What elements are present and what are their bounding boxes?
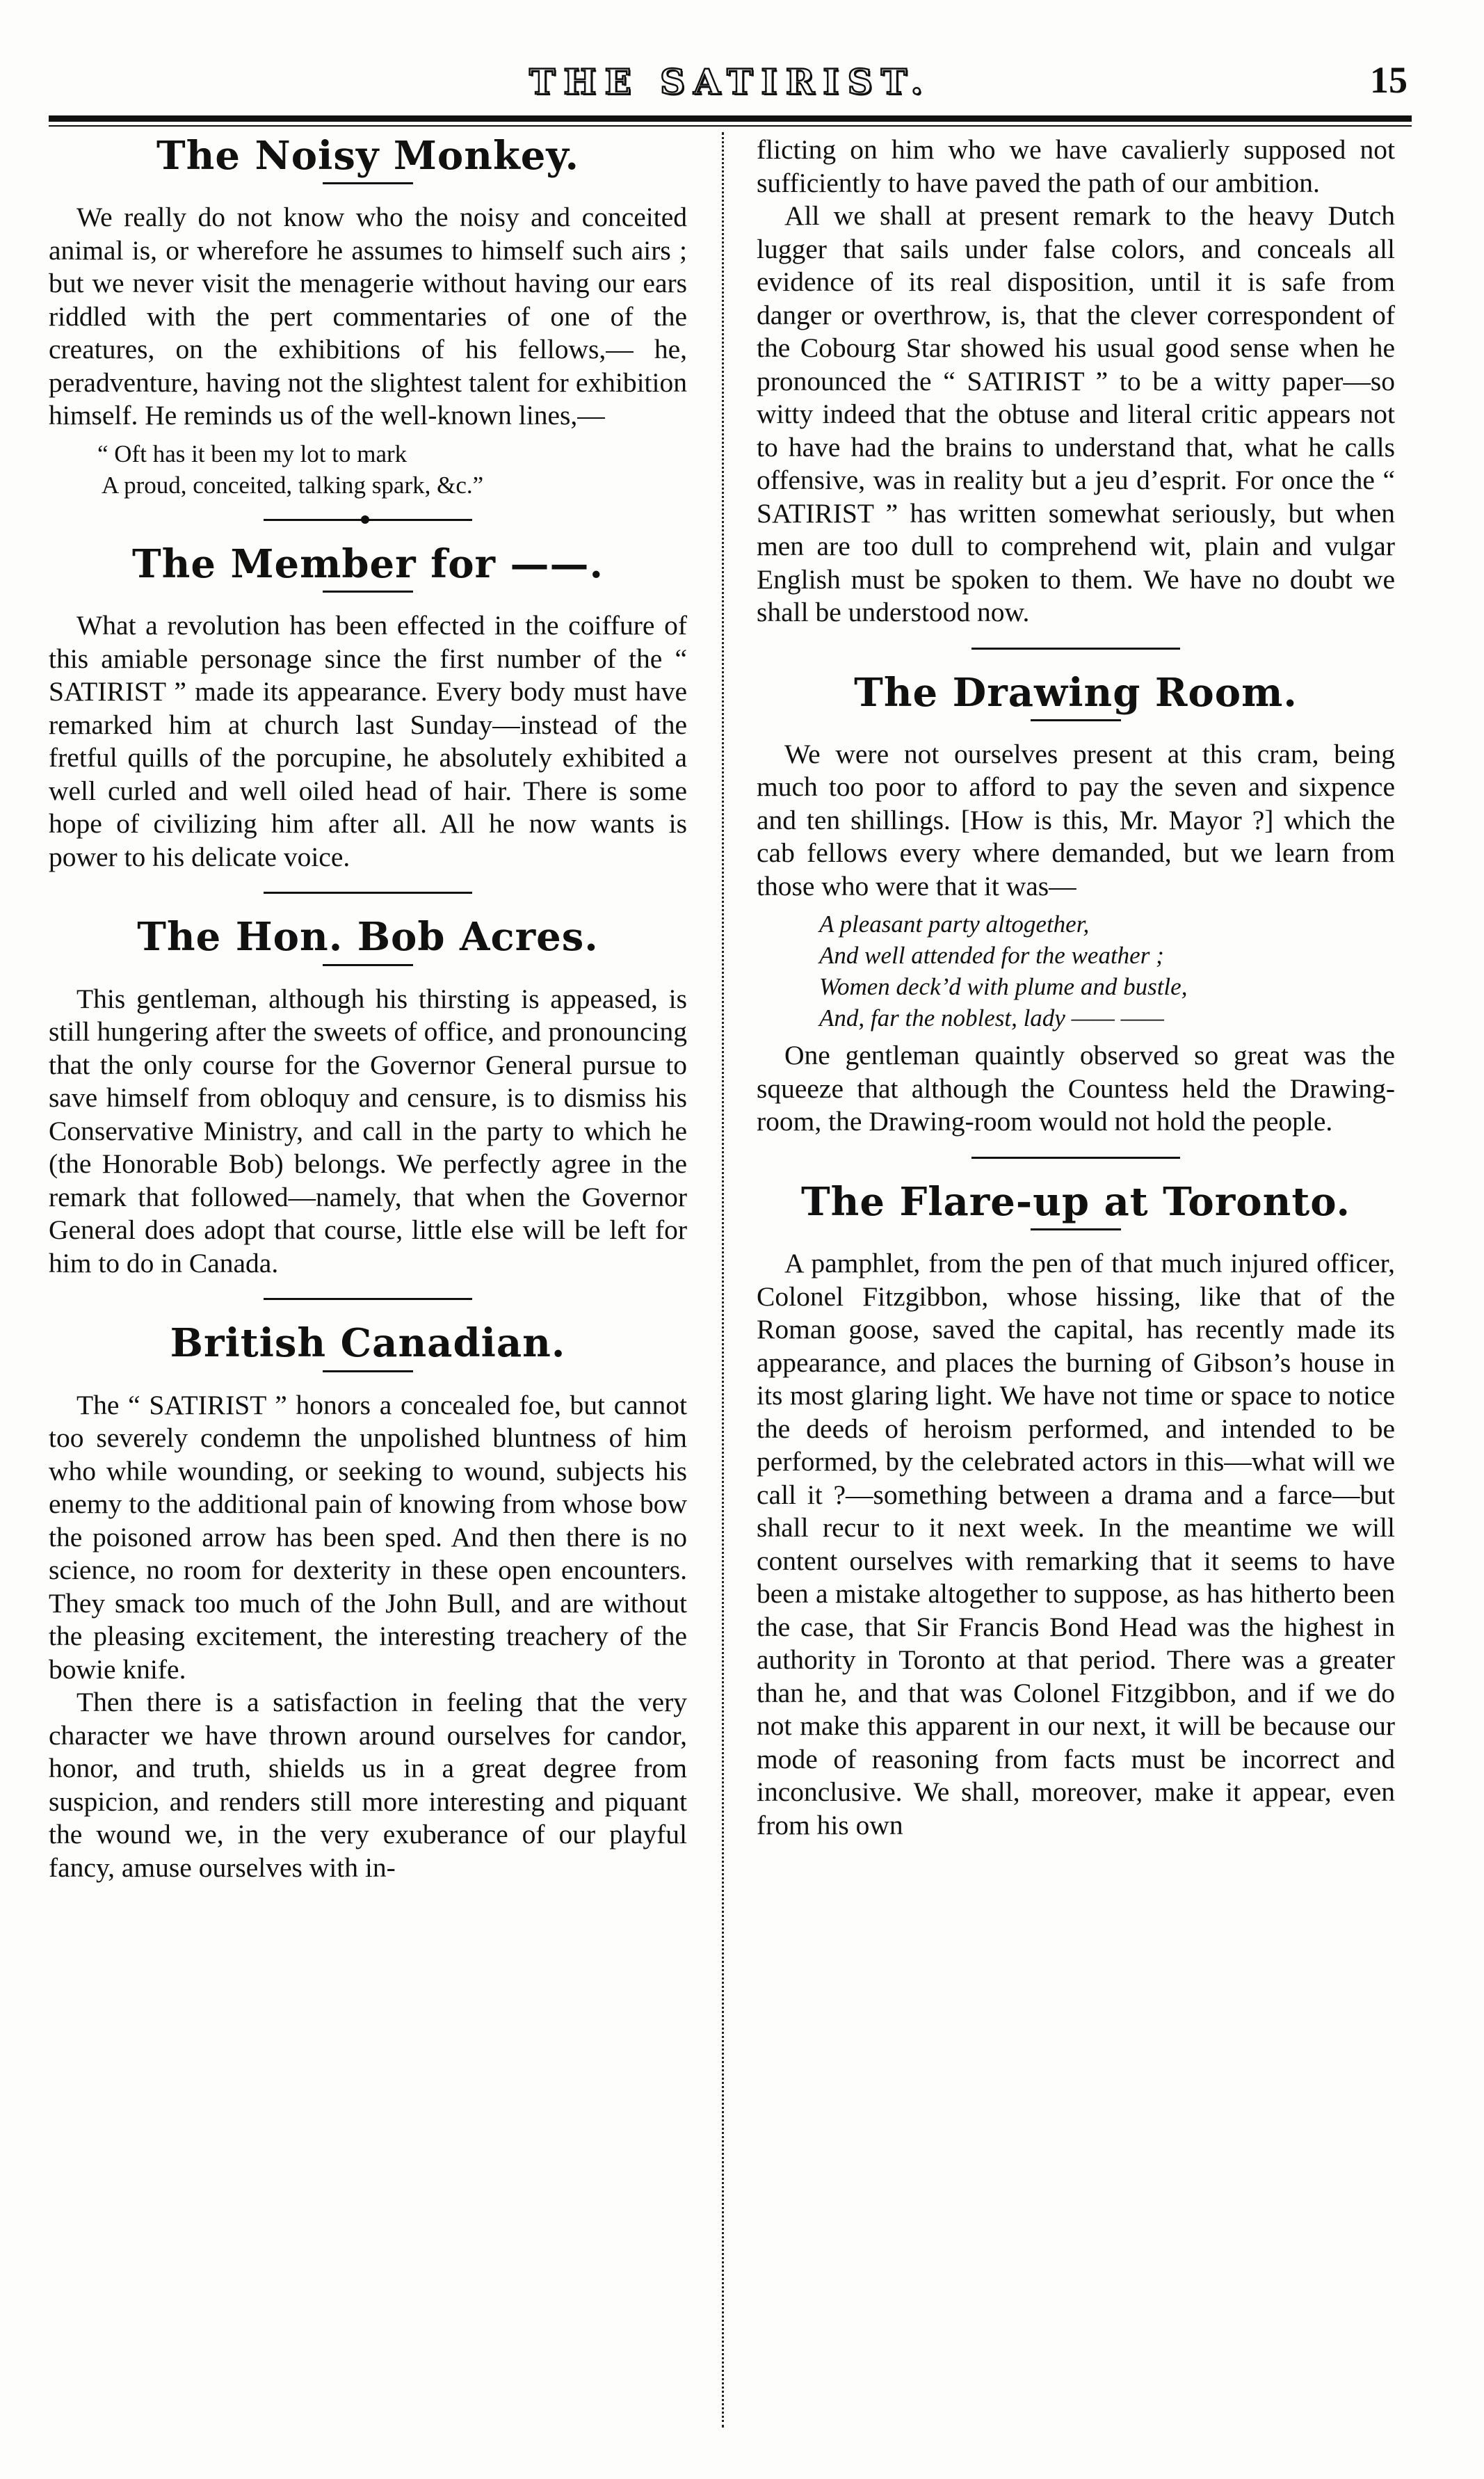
section-separator — [264, 892, 472, 894]
article-paragraph: Then there is a satisfaction in feeling that the very character we have thrown around ourselves for candor, honor, and truth, shields us in a great degree from suspicion, and renders still more interesting and piquant the wound we, in the very exuberance of our playful fancy, amuse ourselves with in- — [49, 1687, 687, 1883]
header-rule-thin — [49, 125, 1412, 127]
article-paragraph: One gentleman quaintly observed so great was the squeeze that although the Countess held the Drawing-room, the Drawing-room would not hold the people. — [757, 1040, 1395, 1137]
verse-quote — [757, 908, 1395, 1034]
verse-line: A pleasant party altogether, — [819, 910, 1090, 938]
right-column — [757, 134, 1395, 1842]
article-paragraph: We really do not know who the noisy and conceited animal is, or wherefore he assumes to himself such airs ; but we never visit the menagerie without having our ears riddled with the pert commentaries of one of the creatures, on the exhibitions of his fellows,— he, peradventure, having not the slightest talent for exhibition himself. He reminds us of the well-known lines,— — [49, 202, 687, 431]
article-heading: The Flare-up at Toronto. — [800, 1178, 1351, 1225]
article-paragraph: A pamphlet, from the pen of that much injured officer, Colonel Fitzgibbon, whose hissing, like that of the Roman goose, saved the capital, has recently made its appearance, and places the burning of Gibson’s house in its most glaring light. We have not time or space to notice the deeds of heroism performed, and intended to be performed, by the celebrated actors in this—what will we call it ?—something between a drama and a farce—but shall recur to it next week. In the meantime we will content ourselves with remarking that it seems to have been a mistake altogether to suppose, as has hitherto been the case, that Sir Francis Bond Head was the highest in authority in Toronto at that period. There was a greater than he, and that was Colonel Fitzgibbon, and if we do not make this apparent in our next, it will be because our mode of reasoning from facts must be incorrect and inconclusive. We shall, moreover, make it appear, even from his own — [757, 1248, 1395, 1840]
article-heading: The Hon. Bob Acres. — [137, 914, 599, 961]
heading-rule — [323, 964, 413, 966]
column-divider — [722, 132, 731, 2428]
header-rule-thick — [49, 115, 1412, 122]
article-heading: The Member for ——. — [131, 540, 604, 587]
heading-rule — [323, 182, 413, 184]
heading-rule — [323, 1370, 413, 1372]
article-noisy-monkey — [49, 134, 687, 501]
article-heading: The Noisy Monkey. — [156, 133, 579, 179]
verse-line: “ Oft has it been my lot to mark — [97, 440, 408, 467]
page-number: 15 — [1370, 59, 1408, 101]
publication-title: THE SATIRIST. — [529, 61, 931, 102]
section-separator — [971, 1157, 1180, 1159]
section-separator — [264, 1298, 472, 1300]
article-paragraph: flicting on him who we have cavalierly supposed not sufficiently to have paved the path of our ambition. — [757, 134, 1395, 198]
left-column — [49, 134, 687, 1884]
heading-rule — [323, 591, 413, 593]
article-flare-up — [757, 1180, 1395, 1842]
article-paragraph: What a revolution has been effected in the coiffure of this amiable personage since the first number of the “ SATIRIST ” made its appearance. Every body must have remarked him at church last Sunday—instead of the fretful quills of the porcupine, he absolutely exhibited a well curled and well oiled head of hair. There is some hope of civilizing him after all. All he now wants is power to his delicate voice. — [49, 610, 687, 872]
verse-line: And, far the noblest, lady —— —— — [819, 1004, 1164, 1032]
verse-quote — [49, 438, 687, 501]
article-heading: British Canadian. — [170, 1320, 566, 1367]
heading-rule — [1031, 719, 1121, 721]
running-head — [49, 49, 1412, 125]
article-heading: The Drawing Room. — [854, 669, 1298, 716]
verse-line: And well attended for the weather ; — [819, 942, 1164, 970]
section-separator — [971, 648, 1180, 650]
section-separator — [264, 519, 472, 521]
separator-dot — [361, 515, 369, 524]
verse-line: Women deck’d with plume and bustle, — [819, 973, 1188, 1001]
heading-rule — [1031, 1228, 1121, 1230]
article-continued — [757, 134, 1395, 629]
article-paragraph: This gentleman, although his thirsting is appeased, is still hungering after the sweets of office, and pronouncing that the only course for the Governor General pursue to save himself from obloquy and censure, is to dismiss his Conservative Ministry, and call in the party to which he (the Honorable Bob) belongs. We perfectly agree in the remark that followed—namely, that when the Governor General does adopt that course, little else will be left for him to do in Canada. — [49, 983, 687, 1278]
article-bob-acres — [49, 915, 687, 1280]
newspaper-page — [49, 49, 1412, 2441]
article-paragraph: All we shall at present remark to the heavy Dutch lugger that sails under false colors, and conceals all evidence of its real disposition, until it is safe from danger or overthrow, is, that the clever correspondent of the Cobourg Star showed his usual good sense when he pronounced the “ SATIRIST ” to be a witty paper—so witty indeed that the obtuse and literal critic appears not to have had the brains to understand that, what he calls offensive, was in reality but a jeu d’esprit. For once the “ SATIRIST ” has written somewhat seriously, but when men are too dull to comprehend wit, plain and vulgar English must be spoken to them. We have no doubt we shall be understood now. — [757, 200, 1395, 627]
article-member-for — [49, 542, 687, 874]
article-british-canadian — [49, 1321, 687, 1884]
verse-line: A proud, conceited, talking spark, &c.” — [102, 471, 484, 499]
article-drawing-room — [757, 671, 1395, 1139]
article-paragraph: The “ SATIRIST ” honors a concealed foe, but cannot too severely condemn the unpolished bluntness of him who while wounding, or seeking to wound, subjects his enemy to the additional pain of knowing from whose bow the poisoned arrow has been sped. And then there is no science, no room for dexterity in these open encounters. They smack too much of the John Bull, and are without the pleasing excitement, the interesting treachery of the bowie knife. — [49, 1389, 687, 1685]
article-paragraph: We were not ourselves present at this cram, being much too poor to afford to pay the seven and sixpence and ten shillings. [How is this, Mr. Mayor ?] which the cab fellows every where demanded, but we learn from those who were that it was— — [757, 738, 1395, 901]
